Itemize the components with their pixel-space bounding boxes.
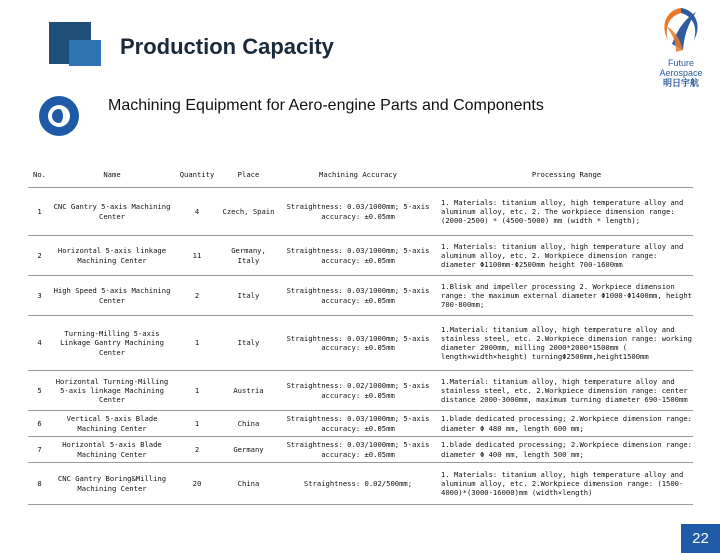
cell-range: 1.blade dedicated processing; 2.Workpiece dimension range: diameter Φ 400 mm, length 500 mm; (440, 437, 693, 463)
cell-name: CNC Gantry Boring&Milling Machining Center (51, 463, 173, 505)
cell-range: 1. Materials: titanium alloy, high temperature alloy and aluminum alloy, etc. 2. The workpiece dimension range: (2000-2500) * (4500-5000) mm (width * length); (440, 188, 693, 236)
cell-range: 1. Materials: titanium alloy, high temperature alloy and aluminum alloy, etc. 2.Workpiece dimension range: (1500-4000)*(3000-16000)mm (width×length) (440, 463, 693, 505)
section-subtitle: Machining Equipment for Aero-engine Parts and Components (108, 97, 544, 114)
cell-accuracy: Straightness: 0.03/1000mm; 5-axis accuracy: ±0.05mm (276, 316, 440, 371)
cell-range: 1.Material: titanium alloy, high temperature alloy and stainless steel, etc. 2.Workpiece dimension range: center distance 2000-3000mm, maximum turning diameter 690-1500mm (440, 371, 693, 411)
table-row (28, 236, 693, 276)
cell-accuracy: Straightness: 0.02/1000mm; 5-axis accuracy: ±0.05mm (276, 371, 440, 411)
page-number: 22 (692, 530, 709, 547)
cell-place: China (221, 411, 276, 437)
cell-name: Horizontal Turning-Milling 5-axis linkage Machining Center (51, 371, 173, 411)
table-row (28, 371, 693, 411)
cell-name: CNC Gantry 5-axis Machining Center (51, 188, 173, 236)
cell-range: 1.blade dedicated processing; 2.Workpiece dimension range: diameter Φ 480 mm, length 600 mm; (440, 411, 693, 437)
cell-no: 5 (28, 371, 51, 411)
company-logo (650, 4, 712, 88)
cell-place: Italy (221, 316, 276, 371)
cell-accuracy: Straightness: 0.03/1000mm; 5-axis accuracy: ±0.05mm (276, 411, 440, 437)
cell-accuracy: Straightness: 0.03/1000mm; 5-axis accuracy: ±0.05mm (276, 276, 440, 316)
table-row (28, 276, 693, 316)
equipment-table (28, 163, 693, 505)
header-no: No. (28, 163, 51, 188)
logo-mark-icon (650, 4, 712, 56)
header-range: Processing Range (440, 163, 693, 188)
table-row (28, 411, 693, 437)
table-row (28, 188, 693, 236)
cell-place: Austria (221, 371, 276, 411)
logo-name-en: Future Aerospace (659, 58, 703, 78)
cell-accuracy: Straightness: 0.02/500mm; (276, 463, 440, 505)
cell-quantity: 2 (173, 437, 221, 463)
cell-name: Horizontal 5-axis linkage Machining Center (51, 236, 173, 276)
header-accuracy: Machining Accuracy (276, 163, 440, 188)
cell-accuracy: Straightness: 0.03/1000mm; 5-axis accuracy: ±0.05mm (276, 188, 440, 236)
cell-quantity: 4 (173, 188, 221, 236)
page-title: Production Capacity (120, 34, 334, 59)
cell-no: 7 (28, 437, 51, 463)
header-quantity: Quantity (173, 163, 221, 188)
cell-quantity: 1 (173, 316, 221, 371)
cell-no: 6 (28, 411, 51, 437)
header-name: Name (51, 163, 173, 188)
header-place: Place (221, 163, 276, 188)
cell-name: High Speed 5-axis Machining Center (51, 276, 173, 316)
cell-quantity: 1 (173, 371, 221, 411)
cell-place: Germany, Italy (221, 236, 276, 276)
table-row (28, 316, 693, 371)
table-header-row (28, 163, 693, 188)
decor-square-light (69, 40, 101, 66)
machining-icon (38, 95, 80, 137)
cell-no: 8 (28, 463, 51, 505)
page-number-badge (681, 524, 720, 553)
cell-name: Turning-Milling 5-axis Linkage Gantry Machining Center (51, 316, 173, 371)
cell-no: 4 (28, 316, 51, 371)
logo-name-cn: 明日宇航 (662, 78, 699, 88)
cell-range: 1.Blisk and impeller processing 2. Workpiece dimension range: the maximum external diameter Φ1000-Φ1400mm, height 700-800mm; (440, 276, 693, 316)
cell-range: 1.Material: titanium alloy, high temperature alloy and stainless steel, etc. 2.Workpiece dimension range: working diameter 2000mm, milling 2000*2000*1500mm ( length×width×height) turningΦ2500mm,height1500mm (440, 316, 693, 371)
cell-place: China (221, 463, 276, 505)
cell-name: Vertical 5-axis Blade Machining Center (51, 411, 173, 437)
table-row (28, 437, 693, 463)
cell-place: Italy (221, 276, 276, 316)
cell-quantity: 20 (173, 463, 221, 505)
cell-quantity: 2 (173, 276, 221, 316)
cell-accuracy: Straightness: 0.03/1000mm; 5-axis accuracy: ±0.05mm (276, 236, 440, 276)
cell-quantity: 11 (173, 236, 221, 276)
cell-no: 1 (28, 188, 51, 236)
cell-no: 2 (28, 236, 51, 276)
cell-quantity: 1 (173, 411, 221, 437)
cell-accuracy: Straightness: 0.03/1000mm; 5-axis accuracy: ±0.05mm (276, 437, 440, 463)
cell-no: 3 (28, 276, 51, 316)
table-row (28, 463, 693, 505)
cell-range: 1. Materials: titanium alloy, high temperature alloy and aluminum alloy, etc. 2. Workpiece dimension range: diameter Φ1100mm-Φ2500mm height 700-1600mm (440, 236, 693, 276)
cell-place: Czech, Spain (221, 188, 276, 236)
cell-place: Germany (221, 437, 276, 463)
cell-name: Horizontal 5-axis Blade Machining Center (51, 437, 173, 463)
